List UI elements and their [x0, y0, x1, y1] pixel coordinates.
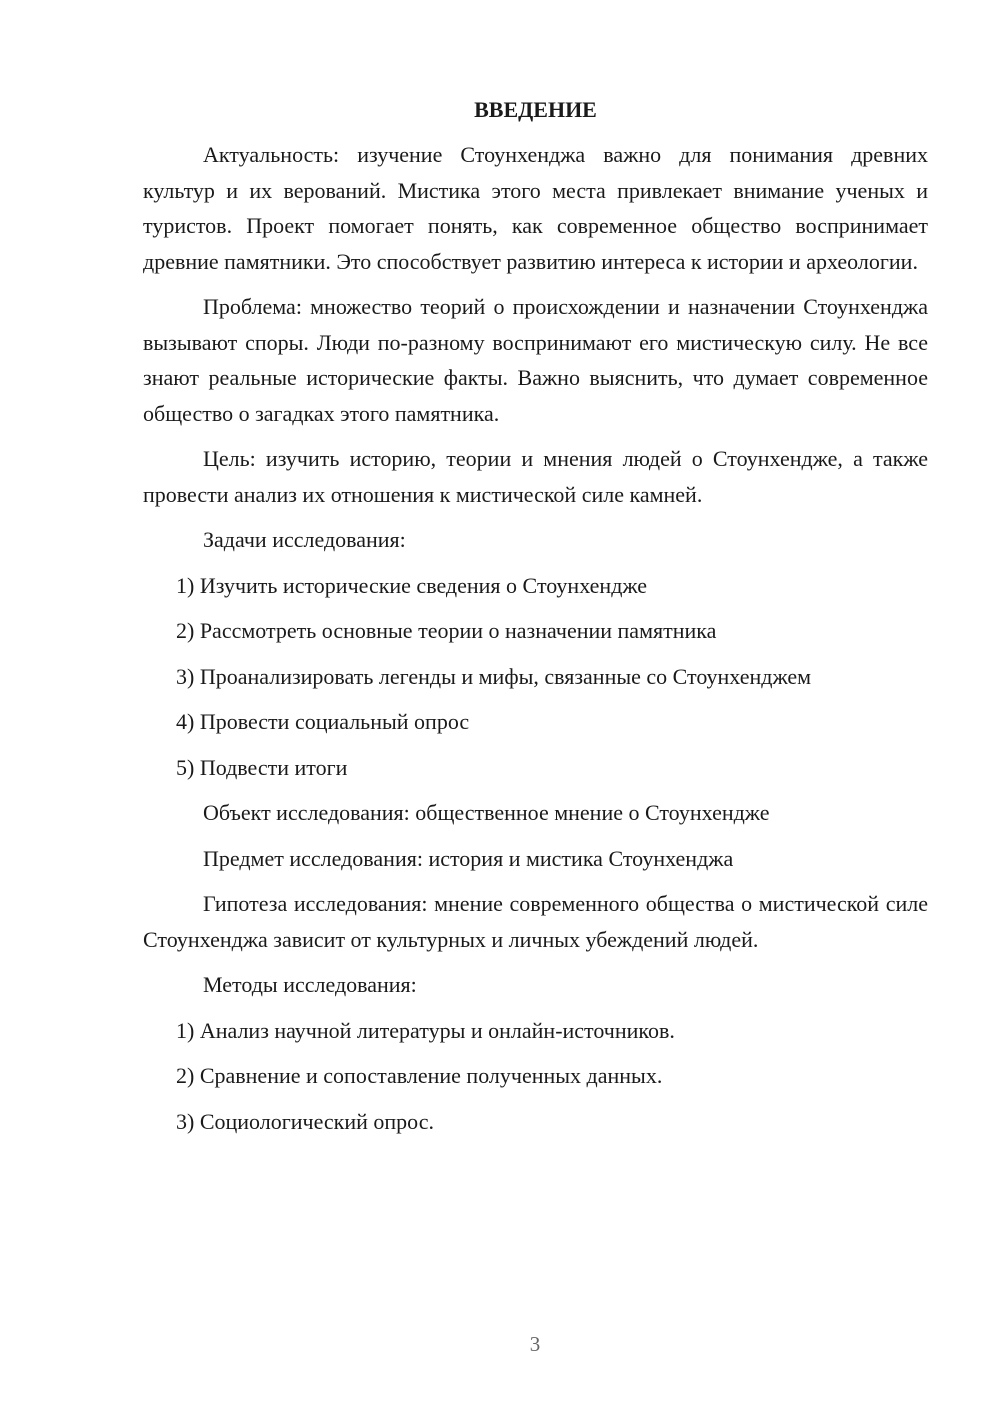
method-item-3: 3) Социологический опрос.	[176, 1108, 434, 1134]
method-item-1: 1) Анализ научной литературы и онлайн-источников.	[176, 1017, 675, 1043]
methods-heading: Методы исследования:	[203, 972, 417, 997]
document-body	[143, 92, 928, 1149]
task-item-5: 5) Подвести итоги	[176, 754, 348, 780]
hypothesis-paragraph: Гипотеза исследования: мнение современного общества о мистической силе Стоунхенджа зависит от культурных и личных убеждений людей.	[143, 891, 928, 952]
problem-paragraph: Проблема: множество теорий о происхождении и назначении Стоунхенджа вызывают споры. Люди по-разному воспринимают его мистическую силу. Не все знают реальные исторические факты. Важно выяснить, что думает современное общество о загадках этого памятника.	[143, 294, 928, 426]
task-item-4: 4) Провести социальный опрос	[176, 709, 470, 734]
goal-paragraph: Цель: изучить историю, теории и мнения людей о Стоунхендже, а также провести анализ их отношения к мистической силе камней.	[143, 446, 928, 507]
task-item-1: 1) Изучить исторические сведения о Стоунхендже	[176, 572, 648, 598]
page-title: ВВЕДЕНИЕ	[474, 97, 597, 122]
subject-paragraph: Предмет исследования: история и мистика Стоунхенджа	[203, 845, 734, 871]
tasks-heading: Задачи исследования:	[203, 527, 406, 552]
relevance-paragraph: Актуальность: изучение Стоунхенджа важно для понимания древних культур и их верований. Мистика этого места привлекает внимание ученых и туристов. Проект помогает понять, как современное общество воспринимает древние памятники. Это способствует развитию интереса к истории и археологии.	[143, 142, 928, 274]
page-number: 3	[529, 1332, 541, 1356]
method-item-2: 2) Сравнение и сопоставление полученных данных.	[176, 1063, 663, 1088]
task-item-2: 2) Рассмотреть основные теории о назначении памятника	[176, 618, 717, 643]
task-item-3: 3) Проанализировать легенды и мифы, связанные со Стоунхенджем	[176, 663, 812, 689]
object-paragraph: Объект исследования: общественное мнение о Стоунхендже	[203, 800, 770, 825]
